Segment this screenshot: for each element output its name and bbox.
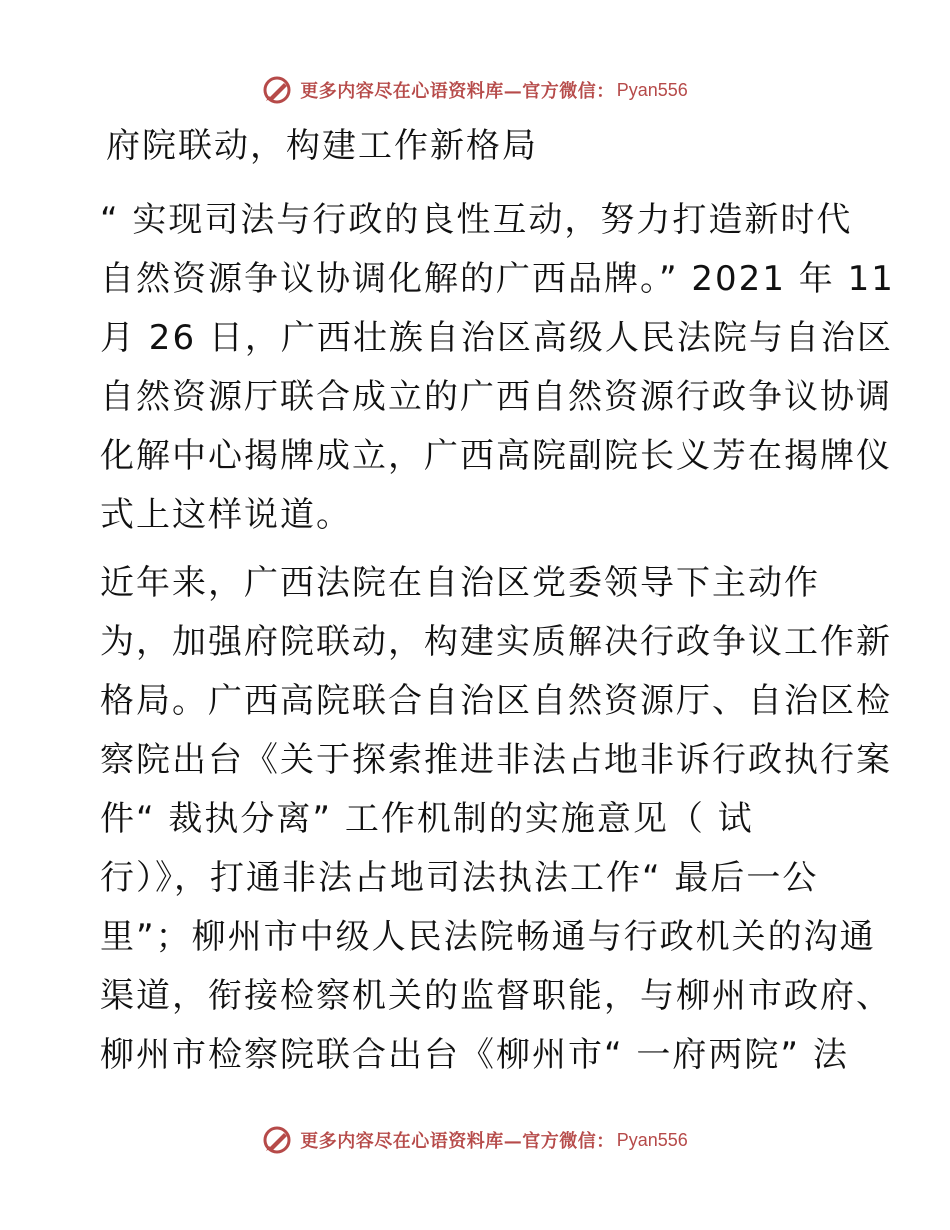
header-watermark <box>0 70 950 110</box>
text-line: 柳州市检察院联合出台《柳州市“ 一府两院” 法 <box>100 1035 849 1075</box>
footer-watermark <box>0 1120 950 1160</box>
text-line: 行）》，打通非法占地司法执法工作“ 最后一公 <box>100 858 819 898</box>
text-line: 渠道，衔接检察机关的监督职能，与柳州市政府、 <box>100 976 892 1016</box>
watermark-text: 更多内容尽在心语资料库—官方微信： <box>300 81 615 102</box>
text-line: 为，加强府院联动，构建实质解决行政争议工作新 <box>100 622 892 662</box>
text-line: 月 26 日，广西壮族自治区高级人民法院与自治区 <box>100 318 893 358</box>
watermark-id: Pyan556 <box>616 1129 688 1150</box>
text-line: 里”；柳州市中级人民法院畅通与行政机关的沟通 <box>100 917 876 957</box>
text-line: “ 实现司法与行政的良性互动，努力打造新时代 <box>100 200 853 240</box>
text-line: 自然资源争议协调化解的广西品牌。” 2021 年 11 <box>100 259 895 299</box>
text-line: 格局。广西高院联合自治区自然资源厅、自治区检 <box>100 681 892 721</box>
text-line: 件“ 裁执分离” 工作机制的实施意见（ 试 <box>100 799 754 839</box>
pen-logo-icon <box>262 1125 292 1155</box>
text-line: 式上这样说道。 <box>100 495 352 535</box>
text-line: 察院出台《关于探索推进非法占地非诉行政执行案 <box>100 740 892 780</box>
pen-logo-icon <box>262 75 292 105</box>
watermark-id: Pyan556 <box>616 79 688 100</box>
watermark-text: 更多内容尽在心语资料库—官方微信： <box>300 1131 615 1152</box>
text-line: 自然资源厅联合成立的广西自然资源行政争议协调 <box>100 377 892 417</box>
text-line: 近年来，广西法院在自治区党委领导下主动作 <box>100 563 820 603</box>
text-line: 化解中心揭牌成立，广西高院副院长义芳在揭牌仪 <box>100 436 892 476</box>
document-title: 府院联动，构建工作新格局 <box>106 126 538 166</box>
